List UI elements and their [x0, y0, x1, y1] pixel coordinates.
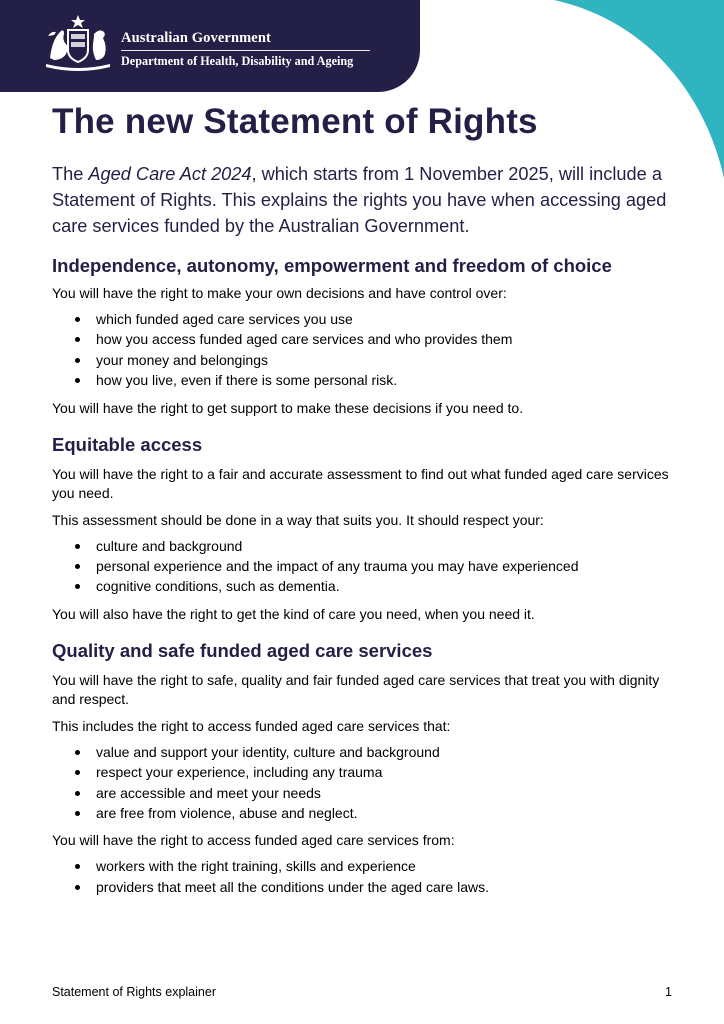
page-title: The new Statement of Rights — [52, 102, 538, 141]
list-item: workers with the right training, skills and experience — [96, 856, 682, 876]
list-item: personal experience and the impact of any trauma you may have experienced — [96, 556, 682, 576]
list-item: providers that meet all the conditions under the aged care laws. — [96, 877, 682, 897]
list-item: value and support your identity, culture and background — [96, 742, 682, 762]
list-item: cognitive conditions, such as dementia. — [96, 576, 682, 596]
section-heading-quality: Quality and safe funded aged care services — [52, 639, 433, 661]
footer-page-number: 1 — [665, 985, 672, 999]
intro-prefix: The — [52, 164, 89, 184]
list-item: which funded aged care services you use — [96, 309, 682, 329]
section-closing: You will have the right to get support to make these decisions if you need to. — [52, 399, 524, 416]
intro-suffix: , which starts from 1 November 2025, will include a Statement of Rights. This explains the rights you have when accessing aged care services funded by the Australian Government. — [52, 164, 667, 236]
section-paragraph: You will have the right to access funded aged care services from: — [52, 832, 455, 849]
list-item: how you live, even if there is some personal risk. — [96, 370, 682, 390]
section-lead: You will have the right to make your own decisions and have control over: — [52, 285, 507, 301]
section-paragraph: You will have the right to a fair and accurate assessment to find out what funded aged care services you need. — [52, 465, 669, 501]
list-item: are accessible and meet your needs — [96, 783, 682, 803]
section-paragraph: This includes the right to access funded aged care services that: — [52, 717, 451, 734]
section-heading-independence: Independence, autonomy, empowerment and freedom of choice — [52, 255, 612, 276]
bullet-list — [52, 856, 682, 897]
section-paragraph: This assessment should be done in a way that suits you. It should respect your: — [52, 511, 544, 528]
department-name: Department of Health, Disability and Ageing — [121, 54, 354, 68]
intro-paragraph — [52, 161, 682, 239]
document-body — [52, 100, 682, 897]
act-name: Aged Care Act 2024 — [88, 164, 252, 184]
list-item: culture and background — [96, 536, 682, 556]
header-banner — [0, 0, 420, 92]
section-heading-equitable: Equitable access — [52, 433, 203, 455]
section-closing: You will also have the right to get the kind of care you need, when you need it. — [52, 605, 535, 622]
bullet-list — [52, 309, 682, 391]
coat-of-arms-logo — [42, 14, 114, 72]
list-item: are free from violence, abuse and neglect. — [96, 803, 682, 823]
bullet-list — [52, 742, 682, 824]
bullet-list — [52, 536, 682, 597]
list-item: your money and belongings — [96, 350, 682, 370]
government-name: Australian Government — [121, 30, 271, 46]
list-item: how you access funded aged care services and who provides them — [96, 329, 682, 349]
section-paragraph: You will have the right to safe, quality and fair funded aged care services that treat you with dignity and respect. — [52, 671, 660, 707]
list-item: respect your experience, including any trauma — [96, 762, 682, 782]
header-divider — [121, 50, 370, 51]
footer-document-name: Statement of Rights explainer — [52, 985, 216, 999]
